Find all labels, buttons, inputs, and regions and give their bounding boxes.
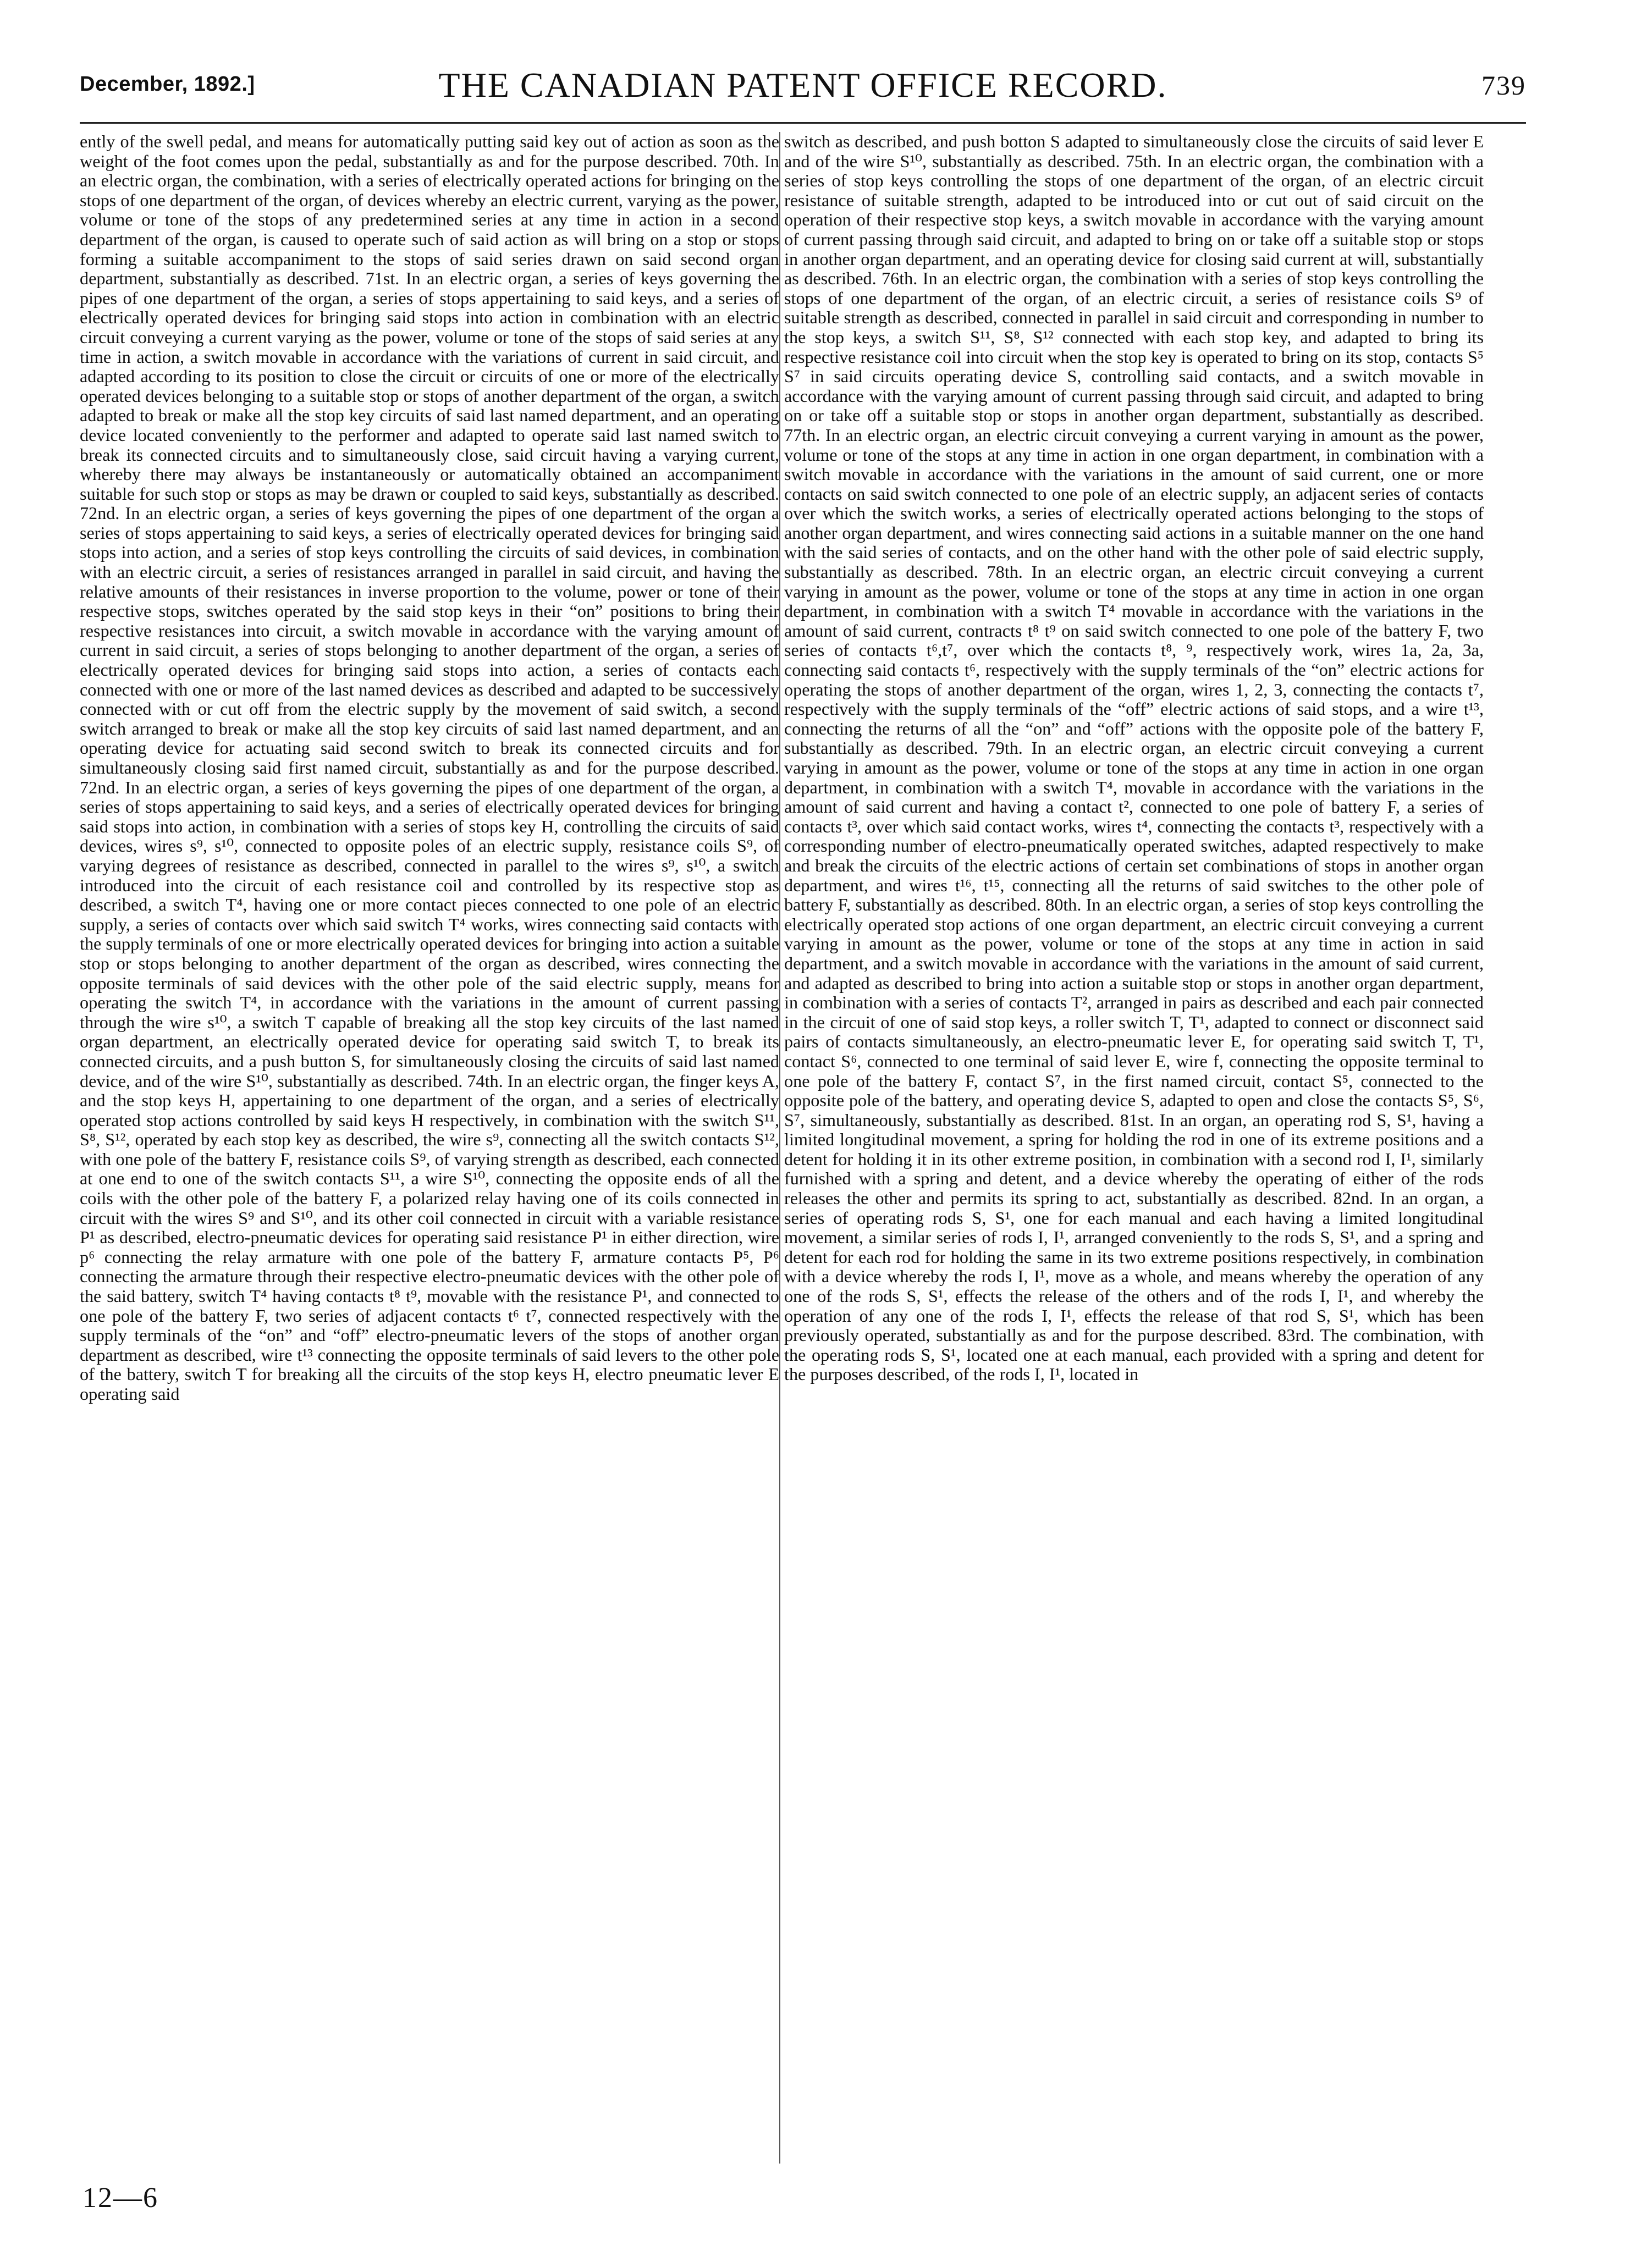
page-number: 739 xyxy=(1481,70,1526,101)
column-divider xyxy=(779,132,780,2164)
right-column-text: switch as described, and push botton S adapted to simultaneously close the circuits of said lever E and of the wire S¹⁰, substantially as described. 75th. In an electric organ, the combination with a series of stop keys controlling the stops of one department of the organ, of an electric circuit resistance of suitable strength, adapted to be introduced into or cut out of said circuit on the operation of their respective stop keys, a switch movable in accordance with the varying amount of current passing through said circuit, and adapted to bring on or take off a suitable stop or stops in another organ department, and an operating device for closing said current at will, substantially as described. 76th. In an electric organ, the combination with a series of stop keys controlling the stops of one department of the organ, of an electric circuit, a series of resistance coils S⁹ of suitable strength as described, connected in parallel in said circuit and corresponding in number to the stop keys, a switch S¹¹, S⁸, S¹² connected with each stop key, and adapted to bring its respective resistance coil into circuit when the stop key is operated to bring on its stop, contacts S⁵ S⁷ in said circuits operating device S, controlling said contacts, and a switch movable in accordance with the varying amount of current passing through said circuit, and adapted to bring on or take off a suitable stop or stops in another organ department, substantially as described. 77th. In an electric organ, an electric circuit conveying a current varying in amount as the power, volume or tone of the stops at any time in action in one organ department, in combination with a switch movable in accordance with the variations in the amount of said current, one or more contacts on said switch connected to one pole of an electric supply, an adjacent series of contacts over which the switch works, a series of electrically operated actions belonging to the stops of another organ department, and wires connecting said actions in a suitable manner on the one hand with the said series of contacts, and on the other hand with the other pole of said electric supply, substantially as described. 78th. In an electric organ, an electric circuit conveying a current varying in amount as the power, volume or tone of the stops at any time in action in one organ department, in combination with a switch T⁴ movable in accordance with the variations in the amount of said current, contracts t⁸ t⁹ on said switch connected to one pole of the battery F, two series of contacts t⁶,t⁷, over which the contacts t⁸, ⁹, respectively work, wires 1a, 2a, 3a, connecting said contacts t⁶, respectively with the supply terminals of the “on” electric actions for operating the stops of another department of the organ, wires 1, 2, 3, connecting the contacts t⁷, respectively with the supply terminals of the “off” electric actions of said stops, and a wire t¹³, connecting the returns of all the “on” and “off” actions with the opposite pole of the battery F, substantially as described. 79th. In an electric organ, an electric circuit conveying a current varying in amount as the power, volume or tone of the stops at any time in action in one organ department, in combination with a switch T⁴, movable in accordance with the variations in the amount of said current and having a contact t², connected to one pole of battery F, a series of contacts t³, over which said contact works, wires t⁴, connecting the contacts t³, respectively with a corresponding number of electro-pneumatically operated switches, adapted respectively to make and break the circuits of the electric actions of certain set combinations of stops in another organ department, and wires t¹⁶, t¹⁵, connecting all the returns of said switches to the other pole of battery F, substantially as described. 80th. In an electric organ, a series of stop keys controlling the electrically operated stop actions of one organ department, an electric circuit conveying a current varying in amount as the power, volume or tone of the stops at any time in action in said department, and a switch movable in accordance with the variations in the amount of said current, and adapted as described to bring into action a suitable stop or stops in another organ department, in combination with a series of contacts T², arranged in pairs as described and each pair connected in the circuit of one of said stop keys, a roller switch T, T¹, adapted to connect or disconnect said pairs of contacts simultaneously, an electro-pneumatic lever E, for operating said switch T, T¹, contact S⁶, connected to one terminal of said lever E, wire f, connecting the opposite terminal to one pole of the battery F, contact S⁷, in the first named circuit, contact S⁵, connected to the opposite pole of the battery, and operating device S, adapted to open and close the contacts S⁵, S⁶, S⁷, simultaneously, substantially as described. 81st. In an organ, an operating rod S, S¹, having a limited longitudinal movement, a spring for holding the rod in one of its extreme positions and a detent for holding it in its other extreme position, in combination with a second rod I, I¹, similarly furnished with a spring and detent, and a device whereby the operating of either of the rods releases the other and permits its spring to act, substantially as described. 82nd. In an organ, a series of operating rods S, S¹, one for each manual and each having a limited longitudinal movement, a similar series of rods I, I¹, arranged conveniently to the rods S, S¹, and a spring and detent for each rod for holding the same in its two extreme positions respectively, in combination with a device whereby the rods I, I¹, move as a whole, and means whereby the operation of any one of the rods S, S¹, effects the release of the others and of the rods I, I¹, and whereby the operation of any one of the rods I, I¹, effects the release of that rod S, S¹, which has been previously operated, substantially as and for the purpose described. 83rd. The combination, with the operating rods S, S¹, located one at each manual, each provided with a spring and detent for the purposes described, of the rods I, I¹, located in xyxy=(784,132,1484,1384)
journal-title: THE CANADIAN PATENT OFFICE RECORD. xyxy=(438,65,1167,104)
signature-mark: 12—6 xyxy=(82,2182,158,2214)
running-header xyxy=(80,65,1526,109)
left-column xyxy=(80,132,779,2166)
right-column xyxy=(784,132,1484,2166)
header-rule xyxy=(80,122,1526,124)
left-column-text: ently of the swell pedal, and means for automatically putting said key out of action as soon as the weight of the foot comes upon the pedal, substantially as and for the purpose described. 70th. In an electric organ, the combination, with a series of electrically operated actions for bringing on the stops of one department of the organ, of devices whereby an electric current, varying as the power, volume or tone of the stops of any predetermined series at any time in action in a second department of the organ, is caused to operate such of said action as will bring on a stop or stops forming a suitable accompaniment to the stops of said series drawn on said second organ department, substantially as described. 71st. In an electric organ, a series of keys governing the pipes of one department of the organ, a series of stops appertaining to said keys, and a series of electrically operated devices for bringing said stops into action in combination with an electric circuit conveying a current varying as the power, volume or tone of the stops of said series at any time in action, a switch movable in accordance with the variations of current in said circuit, and adapted according to its position to close the circuit or circuits of one or more of the electrically operated devices belonging to a suitable stop or stops of another department of the organ, a switch adapted to break or make all the stop key circuits of said last named department, and an operating device located conveniently to the performer and adapted to operate said last named switch to break its connected circuits and to simultaneously close, said circuit having a varying current, whereby there may always be instantaneously or automatically obtained an accompaniment suitable for such stop or stops as may be drawn or coupled to said keys, substantially as described. 72nd. In an electric organ, a series of keys governing the pipes of one department of the organ a series of stops appertaining to said keys, a series of electrically operated devices for bringing said stops into action, and a series of stop keys controlling the circuits of said devices, in combination with an electric circuit, a series of resistances arranged in parallel in said circuit, and having the relative amounts of their resistances in inverse proportion to the volume, power or tone of their respective stops, switches operated by the said stop keys in their “on” positions to bring their respective resistances into circuit, a switch movable in accordance with the varying amount of current in said circuit, a series of stops belonging to another department of the organ, a series of electrically operated devices for bringing said stops into action, a series of contacts each connected with one or more of the last named devices as described and adapted to be successively connected with or cut off from the electric supply by the movement of said switch, a second switch arranged to break or make all the stop key circuits of said last named department, and an operating device for actuating said second switch to break its connected circuits and for simultaneously closing said first named circuit, substantially as and for the purpose described. 72nd. In an electric organ, a series of keys governing the pipes of one department of the organ, a series of stops appertaining to said keys, and a series of electrically operated devices for bringing said stops into action, in combination with a series of stops key H, controlling the circuits of said devices, wires s⁹, s¹⁰, connected to opposite poles of an electric supply, resistance coils S⁹, of varying degrees of resistance as described, connected in parallel to the wires s⁹, s¹⁰, a switch introduced into the circuit of each resistance coil and controlled by its respective stop as described, a switch T⁴, having one or more contact pieces connected to one pole of an electric supply, a series of contacts over which said switch T⁴ works, wires connecting said contacts with the supply terminals of one or more electrically operated devices for bringing into action a suitable stop or stops belonging to another department of the organ as described, wires connecting the opposite terminals of said devices with the other pole of the said electric supply, means for operating the switch T⁴, in accordance with the variations in the amount of current passing through the wire s¹⁰, a switch T capable of breaking all the stop key circuits of the last named organ department, an electrically operated device for operating said switch T, to break its connected circuits, and a push button S, for simultaneously closing the circuits of said last named device, and of the wire S¹⁰, substantially as described. 74th. In an electric organ, the finger keys A, and the stop keys H, appertaining to one department of the organ, and a series of electrically operated stop actions controlled by said keys H respectively, in combination with the switch S¹¹, S⁸, S¹², operated by each stop key as described, the wire s⁹, connecting all the switch contacts S¹², with one pole of the battery F, resistance coils S⁹, of varying strength as described, each connected at one end to one of the switch contacts S¹¹, a wire S¹⁰, connecting the opposite ends of all the coils with the other pole of the battery F, a polarized relay having one of its coils connected in circuit with the wires S⁹ and S¹⁰, and its other coil connected in circuit with a variable resistance P¹ as described, electro-pneumatic devices for operating said resistance P¹ in either direction, wire p⁶ connecting the relay armature with one pole of the battery F, armature contacts P⁵, P⁶ connecting the armature through their respective electro-pneumatic devices with the other pole of the said battery, switch T⁴ having contacts t⁸ t⁹, movable with the resistance P¹, and connected to one pole of the battery F, two series of adjacent contacts t⁶ t⁷, connected respectively with the supply terminals of the “on” and “off” electro-pneumatic levers of the stops of another organ department as described, wire t¹³ connecting the opposite terminals of said levers to the other pole of the battery, switch T for breaking all the circuits of the stop keys H, electro pneumatic lever E operating said xyxy=(80,132,779,1404)
issue-date: December, 1892.] xyxy=(80,73,255,96)
